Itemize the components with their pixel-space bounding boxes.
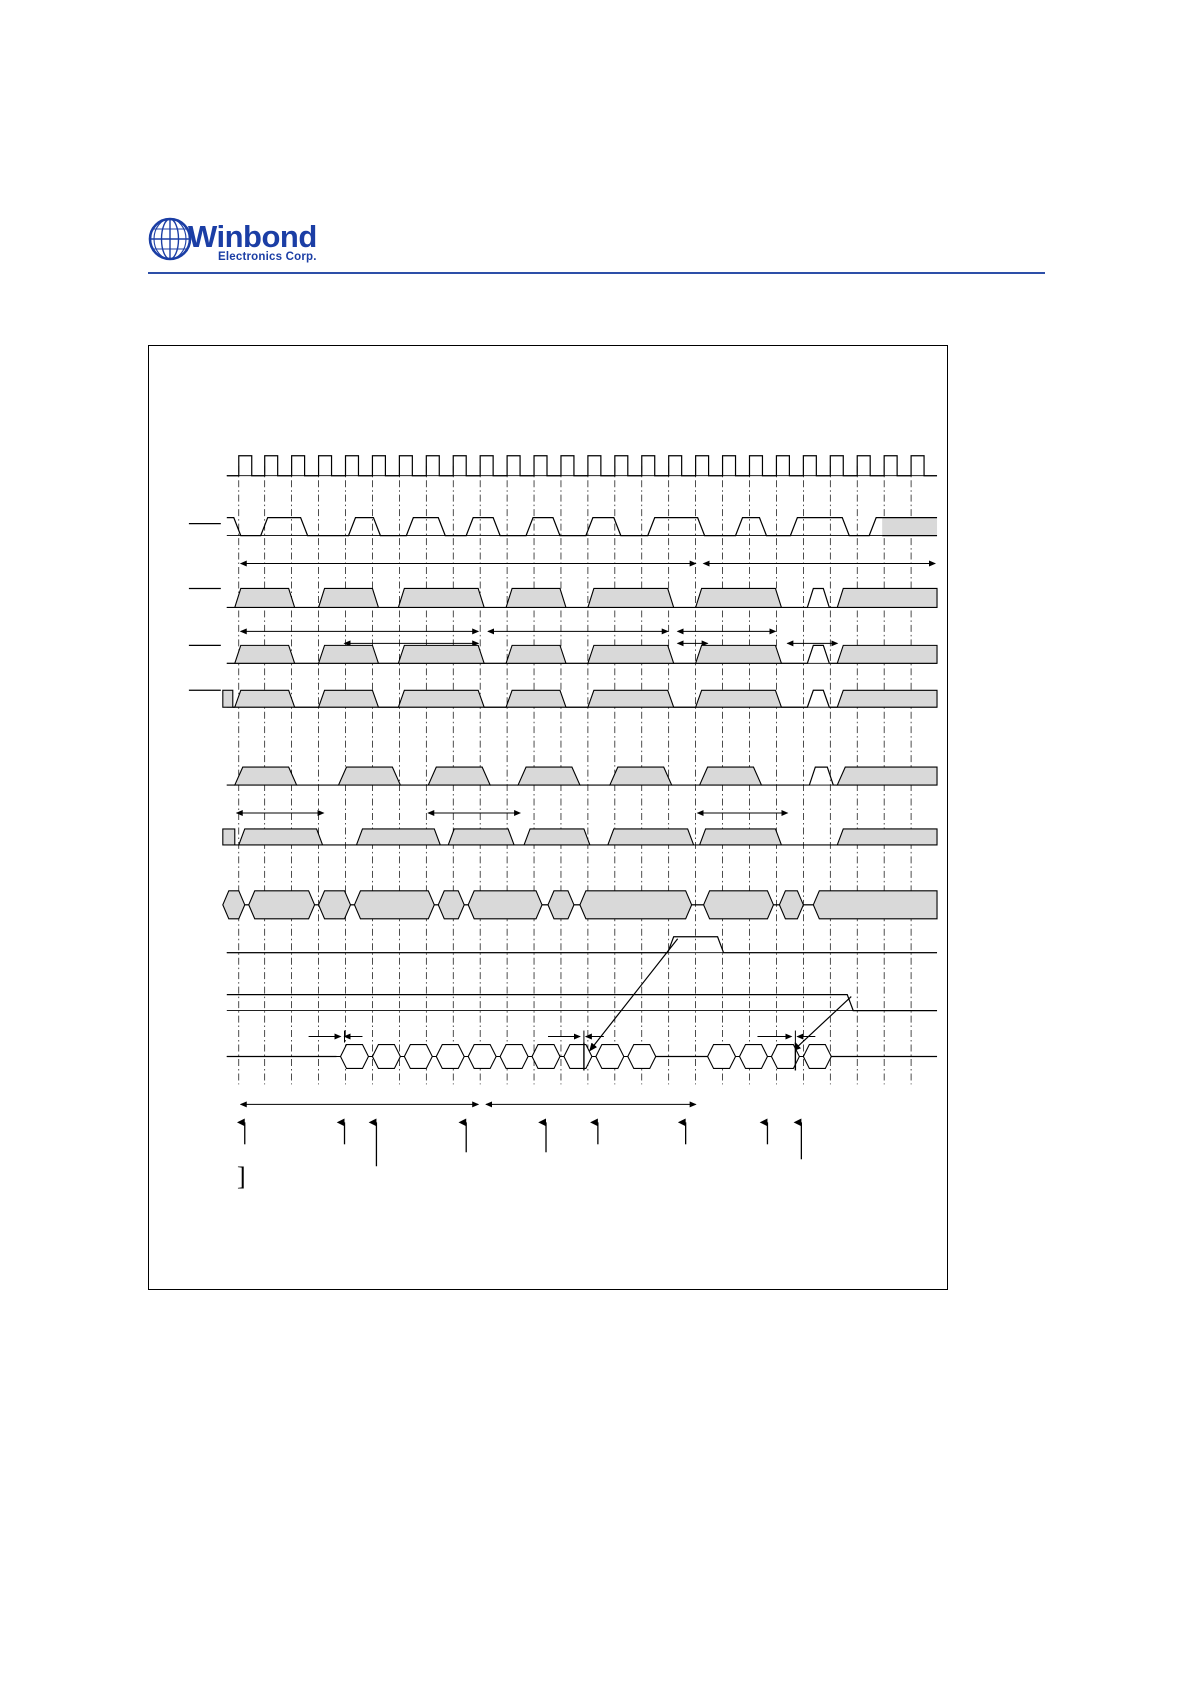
signal-clock	[227, 456, 937, 476]
header-divider	[148, 272, 1045, 274]
winbond-logo	[148, 215, 448, 269]
signal-bus-5	[223, 829, 937, 845]
signal-bus-2	[189, 645, 937, 663]
timing-span-2	[241, 631, 838, 643]
timing-diagram-figure	[148, 345, 948, 1290]
signal-bus-1	[189, 588, 937, 607]
page-header	[148, 215, 1045, 277]
event-markers	[245, 1122, 802, 1166]
signal-strobe	[189, 518, 937, 536]
timing-span-4	[309, 1031, 816, 1043]
legend-bracket: ]	[237, 1162, 246, 1191]
globe-icon	[148, 217, 192, 261]
timing-diagram-canvas	[149, 346, 947, 1289]
logo-wordmark: Winbond	[188, 219, 317, 254]
logo-subtitle: Electronics Corp.	[218, 251, 317, 263]
signal-data-bus	[223, 891, 937, 919]
signal-bus-3	[189, 690, 937, 707]
